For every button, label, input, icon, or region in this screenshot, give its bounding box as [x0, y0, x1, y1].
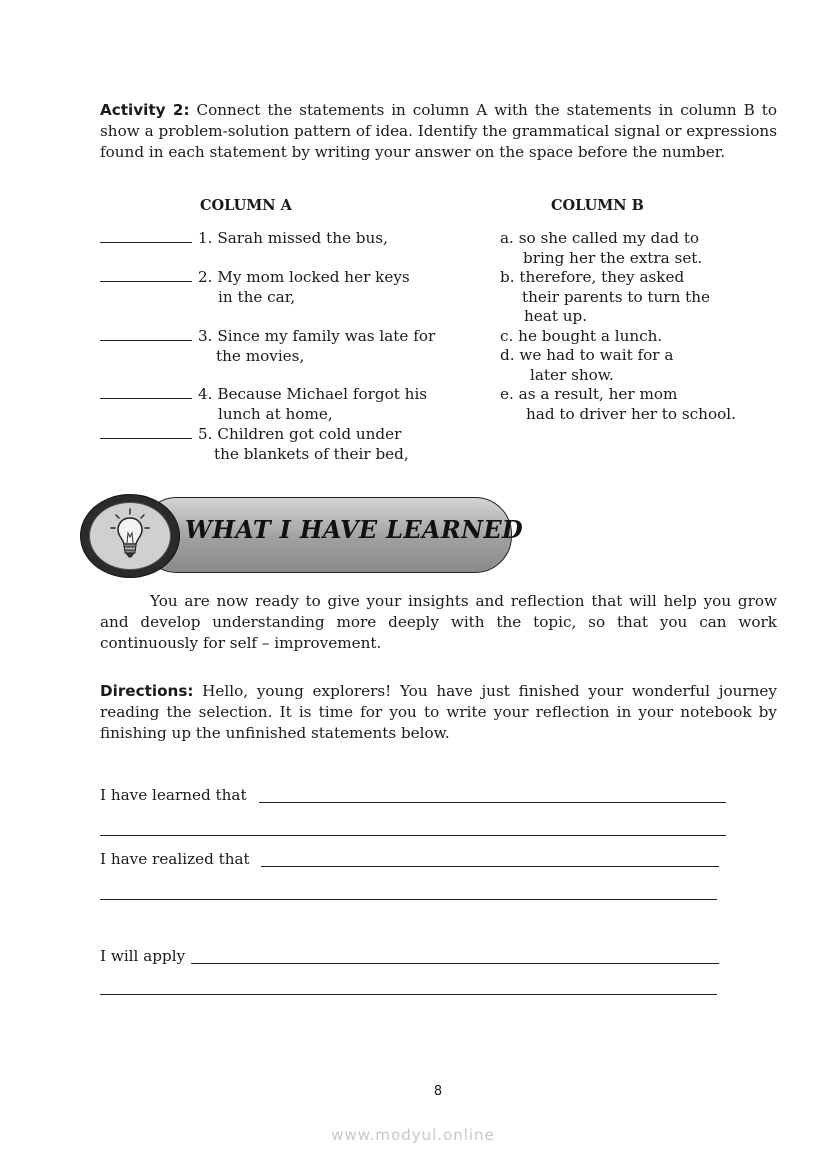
reflection-apply-line-2[interactable] — [100, 994, 717, 995]
lightbulb-icon — [108, 507, 152, 563]
item-text-continued: in the car, — [218, 287, 296, 306]
answer-blank[interactable] — [100, 327, 192, 341]
reflection-apply-label: I will apply — [100, 947, 186, 965]
option-text: d. we had to wait for a — [500, 346, 674, 364]
column-a-item — [100, 229, 480, 249]
column-b-option — [500, 327, 662, 347]
section-title: WHAT I HAVE LEARNED — [185, 515, 524, 544]
answer-blank[interactable] — [100, 425, 192, 439]
reflection-realized-line[interactable] — [261, 866, 719, 867]
reflection-realized-label: I have realized that — [100, 850, 250, 868]
option-text-continued: had to driver her to school. — [526, 404, 736, 423]
reflection-learned-label: I have learned that — [100, 786, 247, 804]
directions-label: Directions: — [100, 682, 194, 700]
directions-text: Hello, young explorers! You have just finished your wonderful journey reading the selection. It is time for you to write your reflection in your notebook by finishing up the unfinished statements below. — [100, 682, 777, 742]
page-number: 8 — [433, 1084, 443, 1099]
column-b-option — [500, 346, 673, 385]
answer-blank[interactable] — [100, 268, 192, 282]
column-a-header: COLUMN A — [200, 197, 292, 214]
column-b-option — [500, 229, 702, 268]
column-a-item — [100, 327, 480, 366]
item-text-continued: lunch at home, — [218, 404, 333, 423]
option-text: a. so she called my dad to — [500, 229, 700, 247]
item-text-continued: the movies, — [216, 346, 305, 365]
item-text: 2. My mom locked her keys — [198, 268, 410, 286]
column-a-item — [100, 425, 480, 464]
watermark: www.modyul.online — [331, 1126, 495, 1144]
option-text-continued: bring her the extra set. — [523, 248, 703, 267]
answer-blank[interactable] — [100, 229, 192, 243]
option-text: c. he bought a lunch. — [500, 327, 663, 345]
column-a-item — [100, 385, 480, 424]
option-text: b. therefore, they asked — [500, 268, 685, 286]
item-text: 3. Since my family was late for — [198, 327, 436, 345]
activity-label: Activity 2: — [100, 101, 190, 119]
intro-paragraph: You are now ready to give your insights and reflection that will help you grow and develop understanding more deeply with the topic, so that you can work continuously for self – improvement. — [100, 592, 777, 652]
directions-paragraph — [100, 681, 777, 744]
column-b-option — [500, 268, 710, 327]
column-b-option — [500, 385, 736, 424]
item-text: 1. Sarah missed the bus, — [198, 229, 388, 247]
item-text: 5. Children got cold under — [198, 425, 402, 443]
option-text: e. as a result, her mom — [500, 385, 678, 403]
item-text-continued: the blankets of their bed, — [214, 444, 409, 463]
option-text-continued: later show. — [530, 365, 614, 384]
reflection-learned-line-2[interactable] — [100, 835, 726, 836]
reflection-learned-line[interactable] — [259, 802, 726, 803]
reflection-realized-line-2[interactable] — [100, 899, 717, 900]
activity-text: Connect the statements in column A with the statements in column B to show a problem-solution pattern of idea. Identify the grammatical signal or expressions found in each statement by writing your answer on the space before the number. — [100, 101, 777, 161]
item-text: 4. Because Michael forgot his — [198, 385, 428, 403]
reflection-apply-line[interactable] — [191, 963, 719, 964]
option-text-continued: their parents to turn the — [522, 287, 711, 306]
answer-blank[interactable] — [100, 385, 192, 399]
column-b-header: COLUMN B — [551, 197, 644, 214]
column-a-item — [100, 268, 480, 307]
activity-instructions — [100, 100, 777, 163]
option-text-continued: heat up. — [524, 307, 588, 326]
